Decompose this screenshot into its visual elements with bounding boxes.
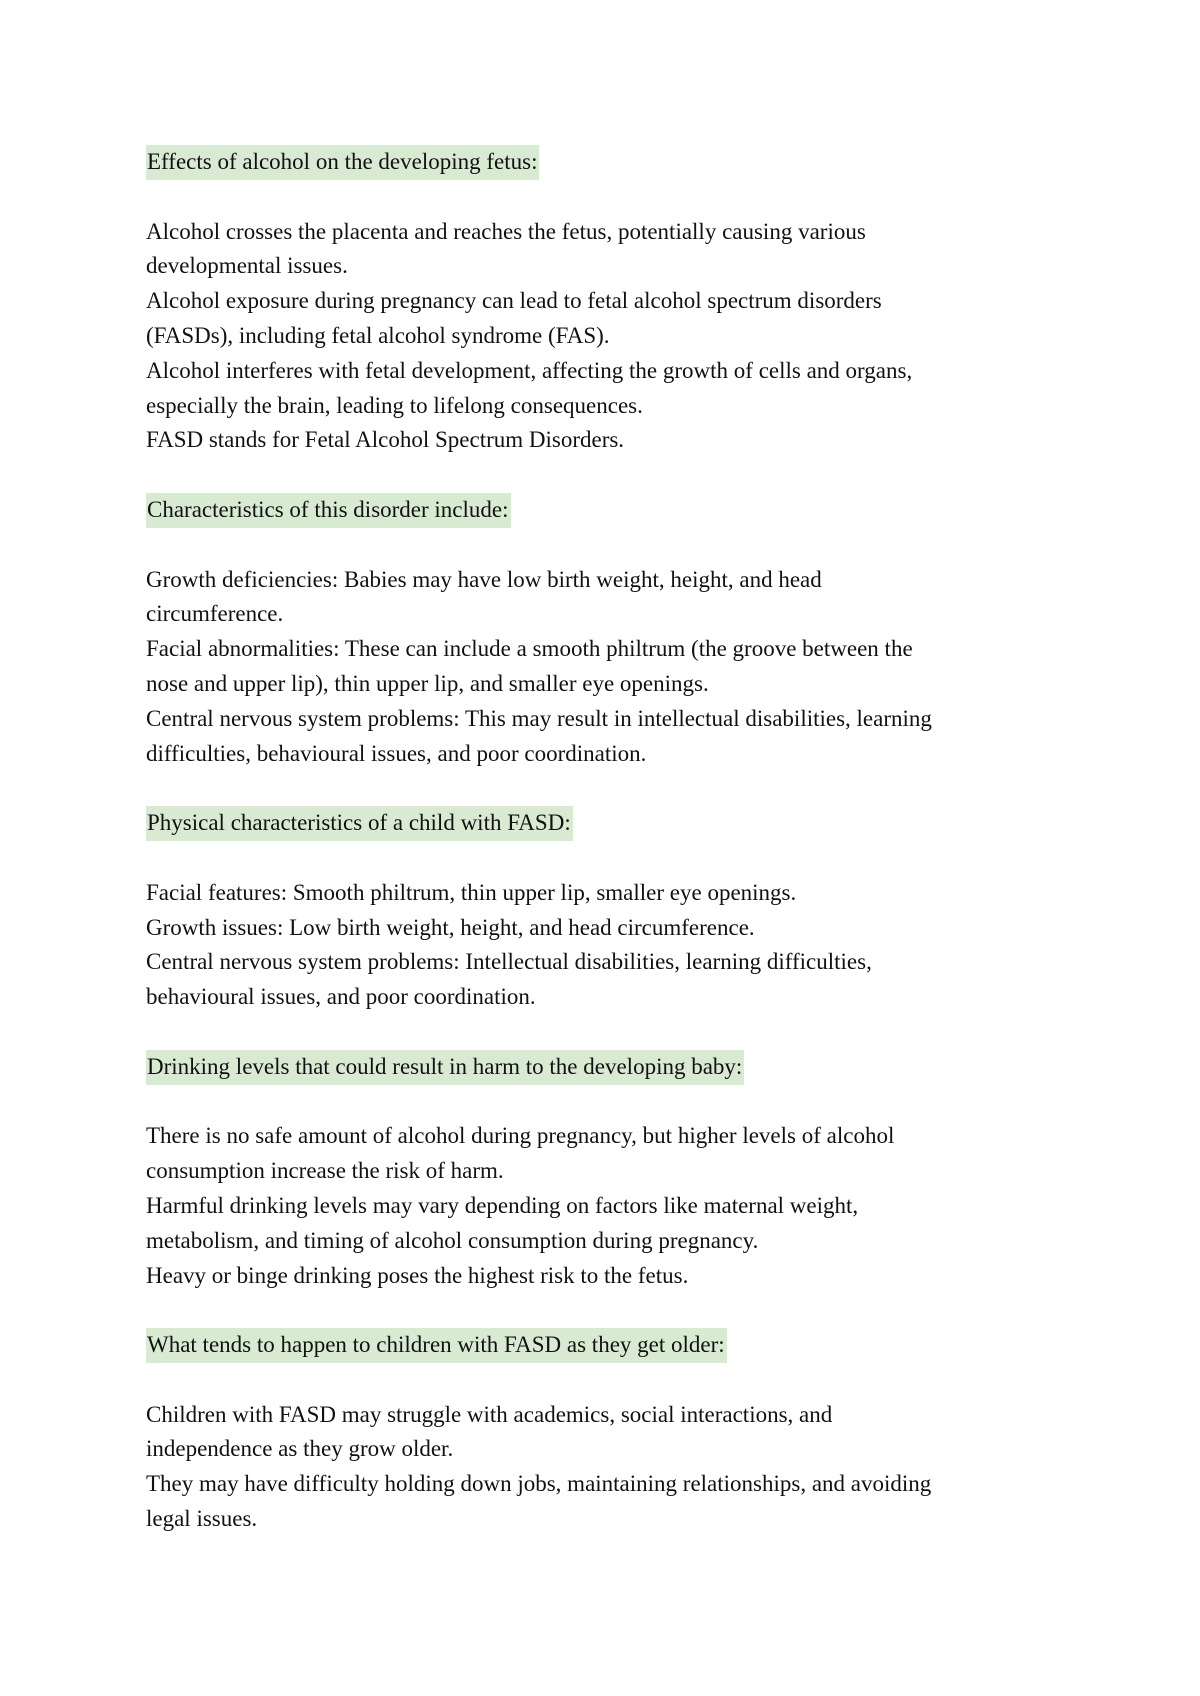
paragraph: There is no safe amount of alcohol during pregnancy, but higher levels of alcohol consumption increase the risk of harm. [146,1123,895,1184]
section-older-children [146,1328,1066,1537]
section-heading: Characteristics of this disorder include: [146,493,511,528]
paragraph: Alcohol exposure during pregnancy can lead to fetal alcohol spectrum disorders (FASDs), including fetal alcohol syndrome (FAS). [146,288,882,348]
document-body [146,145,1066,1537]
section-physical-characteristics [146,806,1066,1015]
paragraph: Harmful drinking levels may vary depending on factors like maternal weight, metabolism, and timing of alcohol consumption during pregnancy. [146,1192,859,1253]
paragraph: Growth deficiencies: Babies may have low birth weight, height, and head circumference. [146,566,822,627]
paragraph: Alcohol interferes with fetal development, affecting the growth of cells and organs, especially the brain, leading to lifelong consequences. [146,357,913,418]
paragraph: Heavy or binge drinking poses the highest risk to the fetus. [146,1262,689,1288]
paragraph: They may have difficulty holding down jobs, maintaining relationships, and avoiding legal issues. [146,1471,932,1532]
paragraph: Facial features: Smooth philtrum, thin upper lip, smaller eye openings. [146,879,797,905]
section-characteristics [146,493,1066,771]
section-heading: What tends to happen to children with FASD as they get older: [146,1328,727,1363]
paragraph: Children with FASD may struggle with academics, social interactions, and independence as they grow older. [146,1401,833,1462]
section-effects [146,145,1066,458]
paragraph: Central nervous system problems: This may result in intellectual disabilities, learning difficulties, behavioural issues, and poor coordination. [146,705,932,766]
section-heading: Effects of alcohol on the developing fetus: [146,145,539,180]
paragraph: Central nervous system problems: Intellectual disabilities, learning difficulties, behavioural issues, and poor coordination. [146,949,872,1010]
section-heading: Physical characteristics of a child with FASD: [146,806,573,841]
paragraph: FASD stands for Fetal Alcohol Spectrum Disorders. [146,427,625,453]
paragraph: Alcohol crosses the placenta and reaches the fetus, potentially causing various developmental issues. [146,218,866,279]
paragraph: Facial abnormalities: These can include a smooth philtrum (the groove between the nose and upper lip), thin upper lip, and smaller eye openings. [146,636,913,696]
section-drinking-levels [146,1050,1066,1294]
paragraph: Growth issues: Low birth weight, height, and head circumference. [146,914,755,940]
section-heading: Drinking levels that could result in harm to the developing baby: [146,1050,744,1085]
